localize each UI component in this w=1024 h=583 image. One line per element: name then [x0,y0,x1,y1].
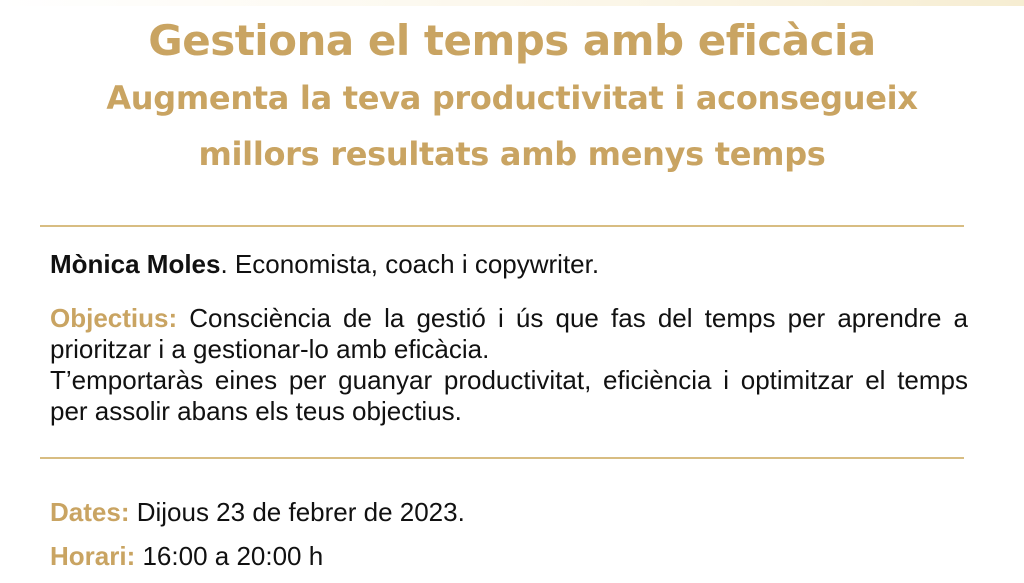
divider-bottom [40,457,964,459]
divider-top [40,225,964,227]
hours-line [50,541,968,572]
dates-line [50,497,968,528]
objectives-paragraph-2: T’emportaràs eines per guanyar productivitat, eficiència i optimitzar el temps per assolir abans els teus objectius. [50,365,968,426]
presenter-description: . Economista, coach i copywriter. [220,249,600,279]
top-decorative-strip [0,0,1024,6]
hours-value: 16:00 a 20:00 h [135,541,324,571]
hours-label: Horari: [50,541,136,571]
presenter-name: Mònica Moles [50,249,221,279]
dates-label: Dates: [50,497,130,527]
dates-value: Dijous 23 de febrer de 2023. [129,497,465,527]
presenter-line [50,249,968,280]
objectives-label: Objectius: [50,303,178,333]
page-subtitle: Augmenta la teva productivitat i aconsegueix millors resultats amb menys temps [106,79,918,173]
objectives-text-1: Consciència de la gestió i ús que fas del temps per aprendre a prioritzar i a gestionar-lo amb eficàcia. [50,303,968,364]
header [0,12,1024,182]
page-title: Gestiona el temps amb eficàcia [148,16,876,65]
objectives-paragraph-1 [50,303,968,365]
objectives-section [50,303,968,427]
